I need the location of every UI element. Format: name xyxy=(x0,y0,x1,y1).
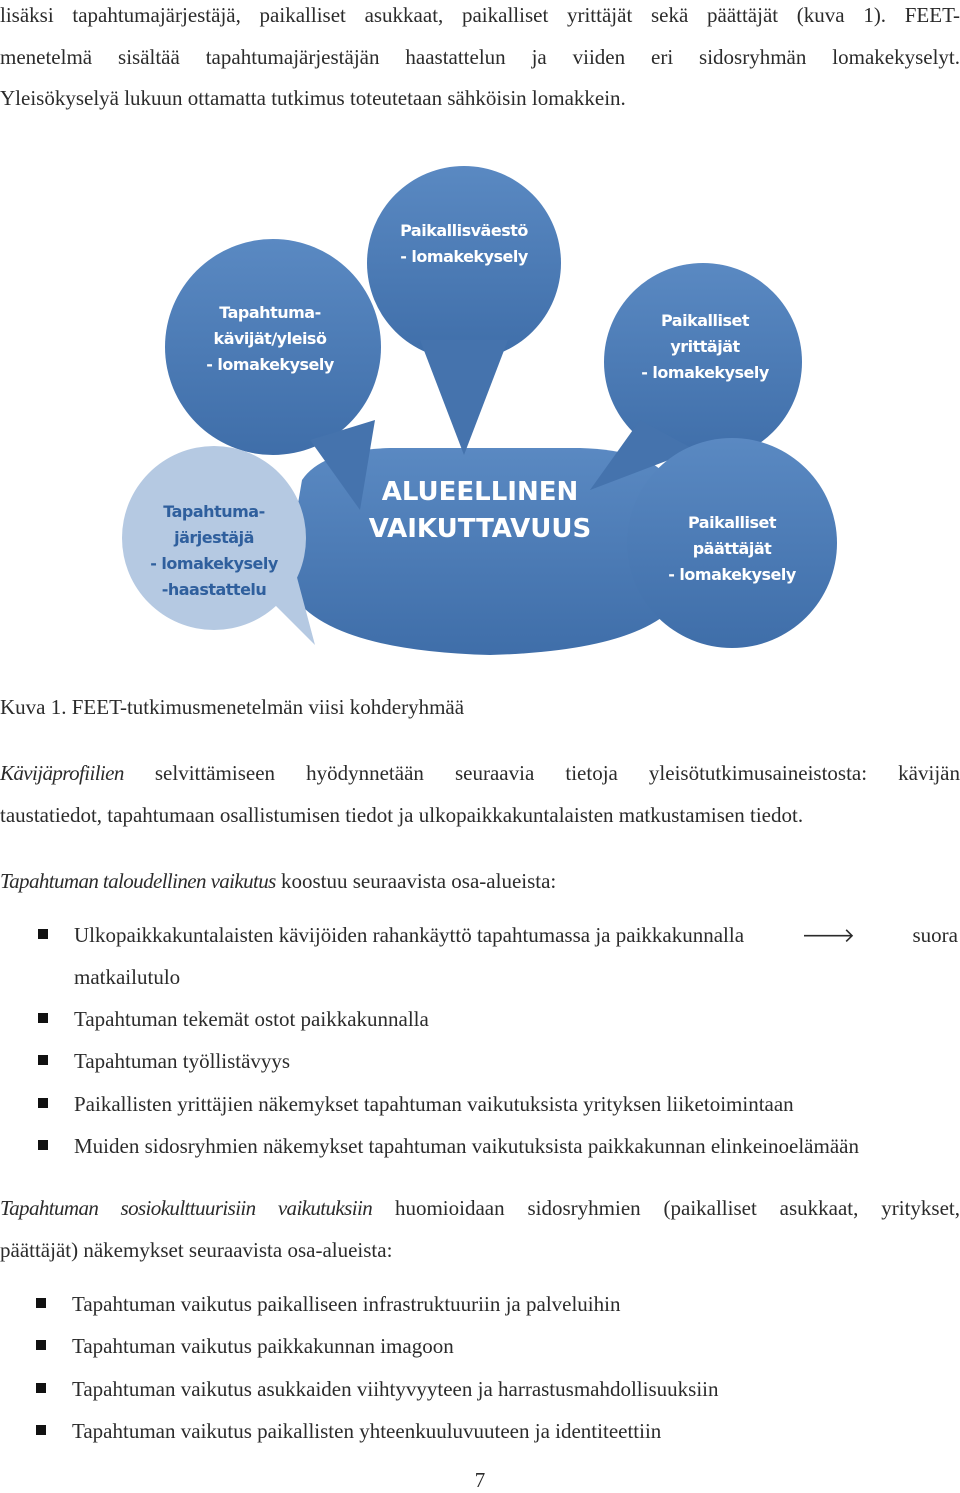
para1-line-2: taustatiedot, tapahtumaan osallistumisen tiedot ja ulkopaikkakuntalaisten matkustamisen tiedot. xyxy=(0,803,804,827)
bullet-square-icon xyxy=(38,1098,48,1108)
intro-line-1: lisäksi tapahtumajärjestäjä, paikalliset asukkaat, paikalliset yrittäjät sekä päättäjät (kuva 1). FEET- xyxy=(0,3,960,27)
para3-italic: Tapahtuman sosiokulttuurisiin vaikutuksiin xyxy=(0,1196,373,1220)
para2-rest: koostuu seuraavista osa-alueista: xyxy=(275,869,557,893)
list1-item-1-continuation: matkailutulo xyxy=(74,965,181,989)
bullet-square-icon xyxy=(38,1013,48,1023)
bubble-top-label: Paikallisväestö - lomakekysely xyxy=(400,221,528,266)
para2-italic: Tapahtuman taloudellinen vaikutus xyxy=(0,869,276,893)
bullet-square-icon xyxy=(38,929,48,939)
bullet-square-icon xyxy=(36,1298,46,1308)
intro-line-3: Yleisökyselyä lukuun ottamatta tutkimus toteutetaan sähköisin lomakkein. xyxy=(0,86,626,110)
bubble-bottom-left-label: Tapahtuma- järjestäjä - lomakekysely -haastattelu xyxy=(150,502,278,599)
arrow-right-icon: 🡒 xyxy=(801,923,856,947)
bullet-square-icon xyxy=(38,1055,48,1065)
list1-item-1-suffix: suora xyxy=(912,923,958,947)
page-number: 7 xyxy=(474,1468,486,1492)
para3-rest: huomioidaan sidosryhmien (paikalliset asukkaat, yritykset, xyxy=(372,1196,960,1220)
bubble-bottom-right-label: Paikalliset päättäjät - lomakekysely xyxy=(668,513,796,584)
intro-line-2: menetelmä sisältää tapahtumajärjestäjän haastattelun ja viiden eri sidosryhmän lomakekyselyt. xyxy=(0,45,960,69)
para3-line-2: päättäjät) näkemykset seuraavista osa-alueista: xyxy=(0,1238,393,1262)
bullet-square-icon xyxy=(38,1140,48,1150)
para1-line-1 xyxy=(0,760,960,786)
target-groups-diagram xyxy=(110,150,850,655)
center-label: ALUEELLINEN VAIKUTTAVUUS xyxy=(368,477,592,544)
para1-italic: Kävijäprofiilien xyxy=(0,761,124,785)
para3-line-1 xyxy=(0,1195,960,1221)
bubble-right-label: Paikalliset yrittäjät - lomakekysely xyxy=(641,311,769,382)
bullet-square-icon xyxy=(36,1425,46,1435)
bullet-square-icon xyxy=(36,1340,46,1350)
figure-caption: Kuva 1. FEET-tutkimusmenetelmän viisi kohderyhmää xyxy=(0,695,465,719)
list1-item-1-text: Ulkopaikkakuntalaisten kävijöiden rahankäyttö tapahtumassa ja paikkakunnalla xyxy=(74,923,745,947)
bullet-square-icon xyxy=(36,1383,46,1393)
para2-line xyxy=(0,868,960,894)
para1-rest: selvittämiseen hyödynnetään seuraavia tietoja yleisötutkimusaineistosta: kävijän xyxy=(123,761,960,785)
bubble-left-label: Tapahtuma- kävijät/yleisö - lomakekysely xyxy=(206,303,334,374)
